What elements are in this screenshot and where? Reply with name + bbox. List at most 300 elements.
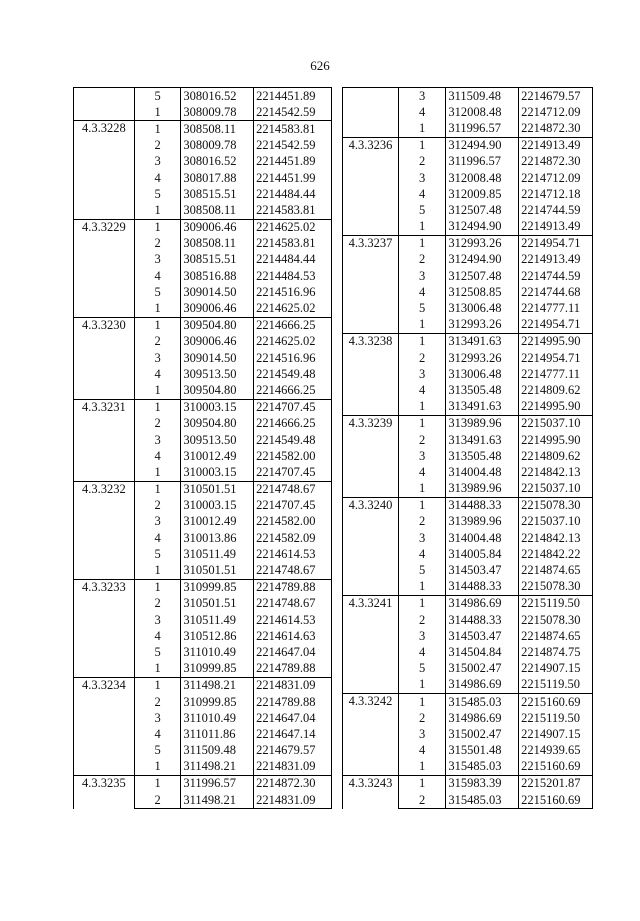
coord-y: 2215160.69	[519, 759, 593, 776]
coord-y: 2215037.10	[519, 415, 593, 432]
coord-x: 308508.11	[181, 202, 254, 219]
point-number: 1	[134, 562, 181, 579]
point-number: 2	[418, 612, 426, 627]
coord-x: 308508.11	[181, 236, 254, 252]
coord-x: 309504.80	[181, 416, 254, 432]
point-number: 4	[418, 464, 426, 479]
coord-y: 2214614.53	[254, 546, 332, 562]
point-number: 1	[398, 693, 445, 710]
coord-y: 2214484.44	[254, 186, 332, 202]
coord-y: 2214712.09	[519, 104, 593, 120]
coord-y: 2214842.13	[519, 464, 593, 480]
point-number: 1	[134, 579, 181, 596]
coord-x: 313006.48	[446, 366, 519, 382]
coord-y: 2214679.57	[254, 743, 332, 759]
coord-y: 2214777.11	[519, 300, 593, 316]
plot-id: 4.3.3238	[343, 333, 399, 415]
table-row	[74, 579, 332, 596]
point-number: 4	[418, 743, 426, 758]
coord-x: 314004.48	[446, 530, 519, 546]
table-row	[74, 88, 332, 105]
coord-x: 308516.88	[181, 268, 254, 284]
coord-y: 2214744.59	[519, 268, 593, 284]
coord-x: 312494.90	[446, 219, 519, 236]
plot-id: 4.3.3239	[343, 415, 399, 497]
coord-y: 2214516.96	[254, 284, 332, 300]
coord-y: 2215201.87	[519, 775, 593, 792]
point-number: 4	[154, 366, 161, 381]
coord-x: 311011.86	[181, 726, 254, 742]
coord-y: 2214484.53	[254, 268, 332, 284]
point-number: 2	[418, 710, 426, 725]
point-number: 2	[154, 416, 161, 431]
coord-y: 2214707.45	[254, 498, 332, 514]
plot-id	[343, 88, 399, 138]
coord-x: 310012.49	[181, 514, 254, 530]
coord-x: 309014.50	[181, 350, 254, 366]
plot-id: 4.3.3243	[343, 775, 399, 808]
point-number: 1	[134, 661, 181, 678]
coord-x: 315501.48	[446, 743, 519, 759]
coord-y: 2214712.09	[519, 170, 593, 186]
coord-y: 2214809.62	[519, 382, 593, 398]
coord-x: 312008.48	[446, 170, 519, 186]
coord-x: 308016.52	[181, 88, 254, 105]
coord-y: 2214748.67	[254, 562, 332, 579]
coord-x: 310003.15	[181, 464, 254, 481]
coord-x: 312993.26	[446, 317, 519, 334]
point-number: 2	[418, 514, 426, 529]
point-number: 4	[418, 284, 426, 299]
point-number: 1	[134, 399, 181, 416]
coord-y: 2214707.45	[254, 464, 332, 481]
coord-x: 312508.85	[446, 284, 519, 300]
coord-x: 309014.50	[181, 284, 254, 300]
coord-y: 2214582.09	[254, 530, 332, 546]
point-number: 1	[134, 300, 181, 317]
coord-x: 311509.48	[446, 88, 519, 105]
coord-y: 2214995.90	[519, 432, 593, 448]
point-number: 1	[134, 219, 181, 236]
point-number: 5	[134, 88, 181, 105]
coord-x: 310501.51	[181, 562, 254, 579]
point-number: 2	[154, 596, 161, 611]
coord-y: 2214625.02	[254, 219, 332, 236]
coord-x: 311996.57	[446, 120, 519, 137]
coord-x: 308515.51	[181, 186, 254, 202]
coord-y: 2214842.13	[519, 530, 593, 546]
point-number: 2	[418, 350, 426, 365]
coord-y: 2214744.59	[519, 202, 593, 218]
point-number: 1	[398, 677, 445, 694]
coord-y: 2214484.44	[254, 252, 332, 268]
point-number: 4	[154, 628, 161, 643]
coord-y: 2214625.02	[254, 300, 332, 317]
point-number: 1	[134, 677, 181, 694]
coord-x: 312009.85	[446, 186, 519, 202]
point-number: 3	[418, 170, 426, 185]
coord-y: 2214831.09	[254, 759, 332, 776]
page-number: 626	[310, 58, 330, 73]
point-number: 1	[134, 121, 181, 138]
point-number: 5	[154, 186, 161, 201]
table-row	[343, 497, 593, 514]
coord-y: 2214954.71	[519, 317, 593, 334]
coord-x: 309006.46	[181, 300, 254, 317]
point-number: 1	[398, 333, 445, 350]
coord-y: 2214666.25	[254, 382, 332, 399]
point-number: 1	[398, 481, 445, 498]
point-number: 1	[398, 120, 445, 137]
coord-y: 2214842.22	[519, 546, 593, 562]
plot-id: 4.3.3233	[74, 579, 135, 677]
coord-y: 2214809.62	[519, 448, 593, 464]
coord-y: 2214789.88	[254, 694, 332, 710]
coord-x: 310511.49	[181, 612, 254, 628]
point-number: 1	[398, 497, 445, 514]
point-number: 4	[418, 186, 426, 201]
coord-y: 2214907.15	[519, 661, 593, 677]
point-number: 2	[154, 334, 161, 349]
plot-id	[74, 88, 135, 121]
coord-y: 2214666.25	[254, 317, 332, 334]
point-number: 4	[418, 382, 426, 397]
coord-x: 311996.57	[446, 154, 519, 170]
coord-x: 313491.63	[446, 399, 519, 416]
coord-x: 311010.49	[181, 710, 254, 726]
coord-x: 309513.50	[181, 432, 254, 448]
coord-y: 2214913.49	[519, 252, 593, 268]
coord-x: 308016.52	[181, 154, 254, 170]
coord-x: 312494.90	[446, 137, 519, 154]
coord-x: 309006.46	[181, 219, 254, 236]
coord-x: 313989.96	[446, 481, 519, 498]
point-number: 5	[418, 301, 426, 316]
coord-y: 2214647.04	[254, 710, 332, 726]
coord-y: 2214542.59	[254, 138, 332, 154]
coord-y: 2215037.10	[519, 481, 593, 498]
coord-x: 313491.63	[446, 432, 519, 448]
coord-y: 2214614.63	[254, 628, 332, 644]
coord-y: 2214582.00	[254, 514, 332, 530]
coord-y: 2215078.30	[519, 579, 593, 596]
coord-y: 2214789.88	[254, 579, 332, 596]
point-number: 4	[154, 726, 161, 741]
coord-y: 2214516.96	[254, 350, 332, 366]
coord-x: 314986.69	[446, 710, 519, 726]
plot-id: 4.3.3241	[343, 595, 399, 693]
table-row	[343, 88, 593, 105]
coord-x: 310501.51	[181, 596, 254, 612]
point-number: 3	[418, 726, 426, 741]
plot-id: 4.3.3242	[343, 693, 399, 775]
point-number: 4	[418, 644, 426, 659]
coord-y: 2215078.30	[519, 497, 593, 514]
coord-y: 2214995.90	[519, 399, 593, 416]
table-row	[74, 481, 332, 498]
coord-x: 311996.57	[181, 775, 254, 792]
coord-x: 310999.85	[181, 661, 254, 678]
coord-x: 309513.50	[181, 366, 254, 382]
coord-x: 310003.15	[181, 399, 254, 416]
table-row	[343, 775, 593, 792]
point-number: 1	[134, 317, 181, 334]
coord-y: 2214707.45	[254, 399, 332, 416]
coordinates-table-left	[73, 87, 332, 809]
coord-x: 314488.33	[446, 612, 519, 628]
coord-y: 2215037.10	[519, 514, 593, 530]
coord-y: 2215160.69	[519, 693, 593, 710]
coord-x: 315002.47	[446, 661, 519, 677]
plot-id: 4.3.3232	[74, 481, 135, 579]
table-row	[343, 595, 593, 612]
coord-y: 2214874.65	[519, 628, 593, 644]
point-number: 3	[154, 154, 161, 169]
coord-y: 2214583.81	[254, 236, 332, 252]
plot-id: 4.3.3240	[343, 497, 399, 595]
point-number: 1	[134, 481, 181, 498]
coord-x: 312507.48	[446, 202, 519, 218]
point-number: 1	[398, 399, 445, 416]
point-number: 3	[418, 448, 426, 463]
coord-y: 2215160.69	[519, 792, 593, 809]
coord-y: 2214451.89	[254, 88, 332, 105]
point-number: 5	[418, 202, 426, 217]
table-row	[74, 775, 332, 792]
point-number: 3	[154, 612, 161, 627]
point-number: 5	[154, 284, 161, 299]
coord-x: 314488.33	[446, 579, 519, 596]
coord-y: 2214583.81	[254, 202, 332, 219]
coord-y: 2214872.30	[519, 120, 593, 137]
coord-x: 314005.84	[446, 546, 519, 562]
point-number: 5	[154, 644, 161, 659]
point-number: 5	[418, 661, 426, 676]
coord-x: 310003.15	[181, 498, 254, 514]
coord-x: 310999.85	[181, 694, 254, 710]
coord-x: 314986.69	[446, 677, 519, 694]
point-number: 1	[398, 235, 445, 252]
point-number: 4	[418, 104, 426, 119]
table-row	[343, 415, 593, 432]
coord-x: 308009.78	[181, 138, 254, 154]
coord-x: 312507.48	[446, 268, 519, 284]
coord-x: 311010.49	[181, 644, 254, 660]
table-row	[343, 693, 593, 710]
coord-x: 314488.33	[446, 497, 519, 514]
table-row	[343, 137, 593, 154]
coord-y: 2214913.49	[519, 219, 593, 236]
point-number: 2	[418, 432, 426, 447]
coord-y: 2214451.99	[254, 170, 332, 186]
coord-y: 2214831.09	[254, 677, 332, 694]
point-number: 5	[418, 563, 426, 578]
point-number: 2	[398, 792, 445, 809]
plot-id: 4.3.3228	[74, 121, 135, 219]
coord-x: 312494.90	[446, 252, 519, 268]
coord-y: 2214954.71	[519, 350, 593, 366]
coord-x: 310013.86	[181, 530, 254, 546]
coordinates-table-right	[342, 87, 593, 809]
point-number: 4	[154, 170, 161, 185]
coord-y: 2214789.88	[254, 661, 332, 678]
coord-y: 2214872.30	[254, 775, 332, 792]
point-number: 1	[134, 775, 181, 792]
coord-x: 314986.69	[446, 595, 519, 612]
coord-y: 2214872.30	[519, 154, 593, 170]
table-row	[74, 219, 332, 236]
point-number: 2	[418, 252, 426, 267]
coord-x: 313505.48	[446, 448, 519, 464]
coord-y: 2214913.49	[519, 137, 593, 154]
point-number: 3	[154, 514, 161, 529]
coord-y: 2215119.50	[519, 595, 593, 612]
plot-id: 4.3.3229	[74, 219, 135, 317]
coord-y: 2214874.75	[519, 644, 593, 660]
point-number: 3	[418, 628, 426, 643]
plot-id: 4.3.3236	[343, 137, 399, 235]
coord-y: 2214583.81	[254, 121, 332, 138]
coord-x: 309504.80	[181, 317, 254, 334]
coord-x: 313989.96	[446, 514, 519, 530]
coord-x: 310512.86	[181, 628, 254, 644]
coord-x: 308017.88	[181, 170, 254, 186]
plot-id: 4.3.3235	[74, 775, 135, 808]
coord-y: 2214679.57	[519, 88, 593, 105]
table-row	[343, 235, 593, 252]
coord-y: 2214666.25	[254, 416, 332, 432]
table-row	[74, 677, 332, 694]
point-number: 1	[134, 104, 181, 121]
coord-x: 313505.48	[446, 382, 519, 398]
plot-id: 4.3.3230	[74, 317, 135, 399]
point-number: 1	[398, 595, 445, 612]
point-number: 1	[134, 202, 181, 219]
coord-x: 314503.47	[446, 562, 519, 578]
point-number: 2	[154, 694, 161, 709]
coord-y: 2214614.53	[254, 612, 332, 628]
coord-x: 309504.80	[181, 382, 254, 399]
coord-x: 315485.03	[446, 792, 519, 809]
coord-y: 2214954.71	[519, 235, 593, 252]
coord-x: 315485.03	[446, 759, 519, 776]
point-number: 3	[418, 268, 426, 283]
coord-y: 2214831.09	[254, 792, 332, 809]
coord-x: 314503.47	[446, 628, 519, 644]
plot-id: 4.3.3231	[74, 399, 135, 481]
coord-y: 2214777.11	[519, 366, 593, 382]
coord-y: 2214712.18	[519, 186, 593, 202]
coord-y: 2214748.67	[254, 481, 332, 498]
point-number: 3	[154, 710, 161, 725]
point-number: 1	[134, 759, 181, 776]
coord-x: 315983.39	[446, 775, 519, 792]
coord-x: 311498.21	[181, 759, 254, 776]
table-row	[74, 121, 332, 138]
coord-x: 311498.21	[181, 792, 254, 809]
coord-x: 310501.51	[181, 481, 254, 498]
coord-y: 2215078.30	[519, 612, 593, 628]
table-row	[74, 317, 332, 334]
point-number: 3	[154, 252, 161, 267]
coord-y: 2214647.04	[254, 644, 332, 660]
coord-x: 312993.26	[446, 350, 519, 366]
point-number: 4	[154, 530, 161, 545]
coord-y: 2214451.89	[254, 154, 332, 170]
coord-x: 313989.96	[446, 415, 519, 432]
point-number: 1	[398, 759, 445, 776]
coord-y: 2214549.48	[254, 366, 332, 382]
coord-x: 311498.21	[181, 677, 254, 694]
coord-x: 312008.48	[446, 104, 519, 120]
coord-x: 308009.78	[181, 104, 254, 121]
table-row	[74, 399, 332, 416]
coord-y: 2215119.50	[519, 677, 593, 694]
point-number: 1	[398, 415, 445, 432]
coord-x: 314504.84	[446, 644, 519, 660]
coord-x: 313491.63	[446, 333, 519, 350]
point-number: 5	[154, 743, 161, 758]
plot-id: 4.3.3237	[343, 235, 399, 333]
point-number: 2	[154, 138, 161, 153]
point-number: 2	[418, 154, 426, 169]
plot-id: 4.3.3234	[74, 677, 135, 775]
coord-x: 310012.49	[181, 448, 254, 464]
point-number: 3	[418, 366, 426, 381]
point-number: 1	[398, 775, 445, 792]
coord-x: 313006.48	[446, 300, 519, 316]
coord-y: 2214542.59	[254, 104, 332, 121]
coord-y: 2214582.00	[254, 448, 332, 464]
point-number: 1	[398, 219, 445, 236]
coord-y: 2214625.02	[254, 334, 332, 350]
point-number: 2	[154, 498, 161, 513]
coord-y: 2214907.15	[519, 726, 593, 742]
coord-x: 311509.48	[181, 743, 254, 759]
coord-y: 2214549.48	[254, 432, 332, 448]
point-number: 3	[154, 350, 161, 365]
coord-y: 2215119.50	[519, 710, 593, 726]
coord-x: 310999.85	[181, 579, 254, 596]
point-number: 5	[154, 546, 161, 561]
table-row	[343, 333, 593, 350]
point-number: 1	[134, 382, 181, 399]
coord-y: 2214995.90	[519, 333, 593, 350]
point-number: 3	[398, 88, 445, 105]
coord-x: 308508.11	[181, 121, 254, 138]
point-number: 3	[418, 530, 426, 545]
point-number: 1	[398, 579, 445, 596]
point-number: 4	[418, 546, 426, 561]
point-number: 4	[154, 448, 161, 463]
coord-y: 2214744.68	[519, 284, 593, 300]
coord-x: 315002.47	[446, 726, 519, 742]
point-number: 4	[154, 268, 161, 283]
point-number: 1	[398, 137, 445, 154]
point-number: 1	[134, 464, 181, 481]
point-number: 2	[154, 236, 161, 251]
coord-y: 2214874.65	[519, 562, 593, 578]
point-number: 3	[154, 432, 161, 447]
coord-x: 308515.51	[181, 252, 254, 268]
coord-y: 2214748.67	[254, 596, 332, 612]
coord-y: 2214647.14	[254, 726, 332, 742]
coord-y: 2214939.65	[519, 743, 593, 759]
coord-x: 309006.46	[181, 334, 254, 350]
point-number: 2	[134, 792, 181, 809]
point-number: 1	[398, 317, 445, 334]
coord-x: 314004.48	[446, 464, 519, 480]
